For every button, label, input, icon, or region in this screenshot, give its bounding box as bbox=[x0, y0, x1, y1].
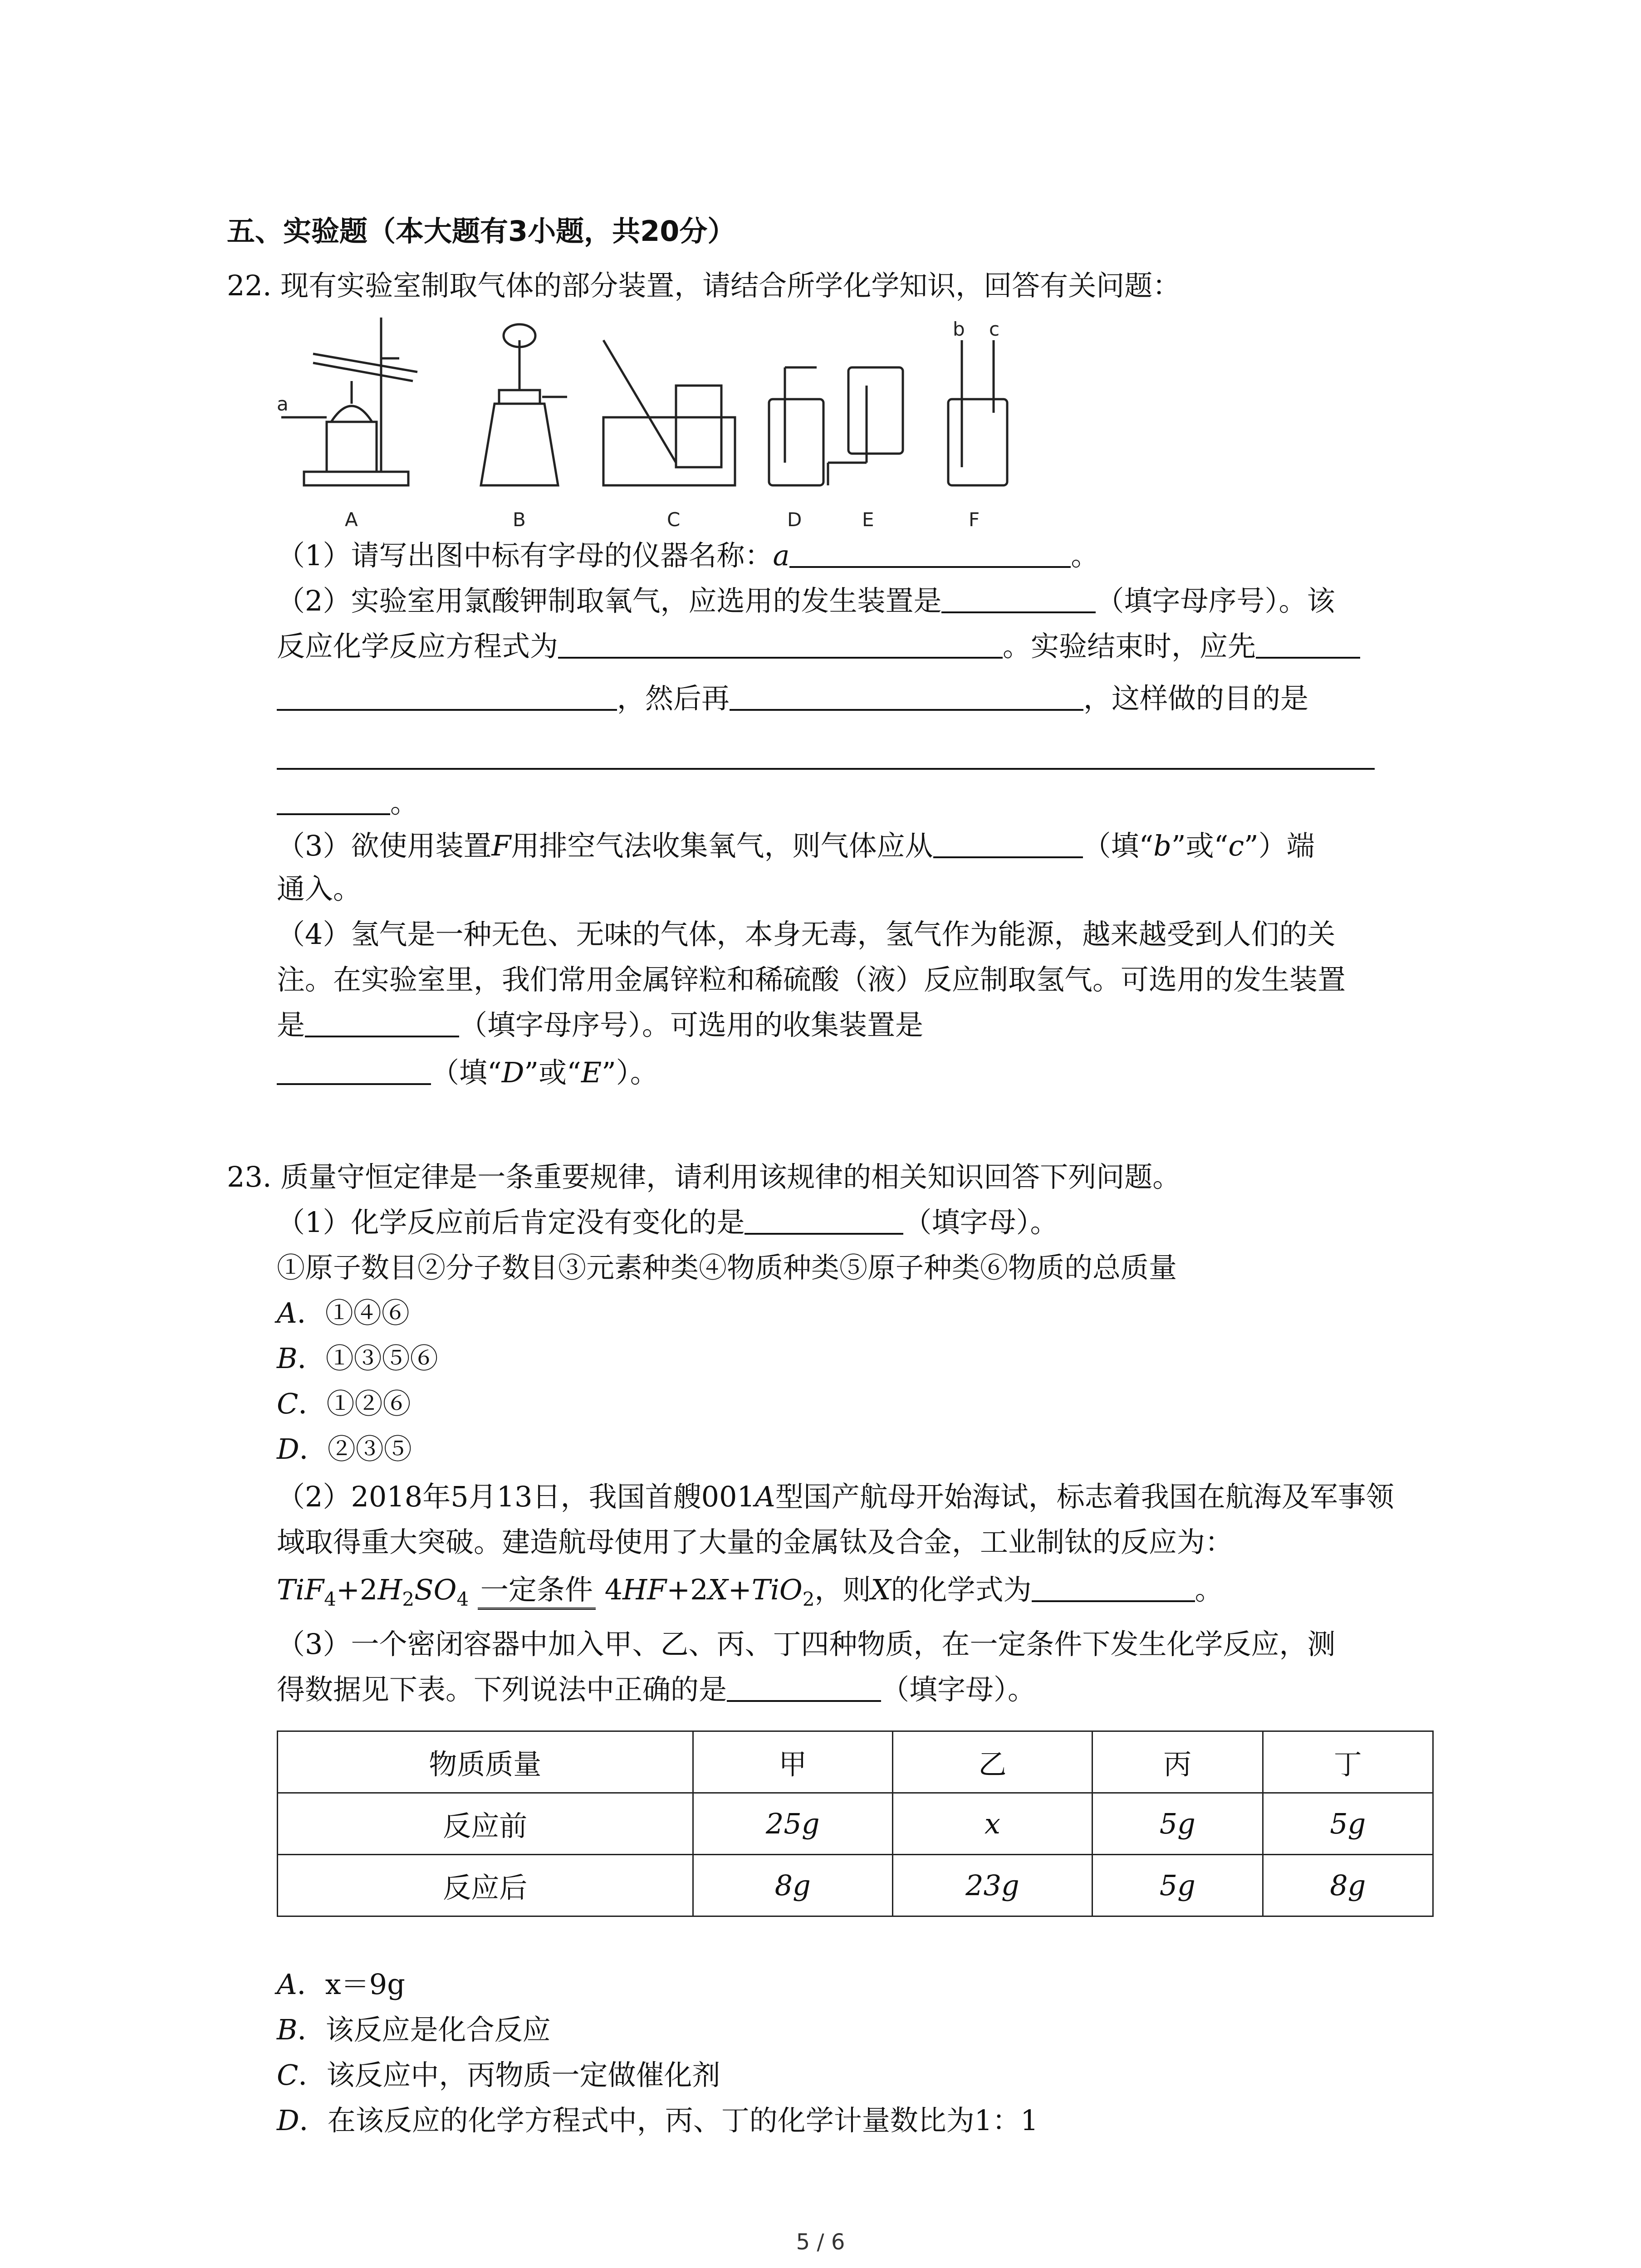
q23-items: ①原子数目②分子数目③元素种类④物质种类⑤原子种类⑥物质的总质量 bbox=[277, 1251, 1177, 1284]
table-cell: 5g bbox=[1092, 1793, 1263, 1855]
q22-part2-line5: 。 bbox=[277, 785, 418, 821]
q22-part2-line3: ，然后再 ，这样做的目的是 bbox=[277, 680, 1308, 717]
q22-part2-line1: （2）实验室用氯酸钾制取氧气，应选用的发生装置是 （填字母序号）。该 bbox=[277, 584, 1335, 617]
page-number: 5 / 6 bbox=[796, 2229, 845, 2255]
q22-part3-line2: 通入。 bbox=[277, 872, 362, 905]
test-tube bbox=[313, 354, 417, 372]
q23-equation: $TiF_4+2H_2SO_4$ 一定条件 4HF+2X+TiO$_2$，则X的化学式为 。 bbox=[277, 1572, 1223, 1608]
alcohol-lamp bbox=[331, 406, 372, 422]
q22-part2-line4 bbox=[277, 739, 1375, 776]
answer-blank-4b[interactable] bbox=[277, 1055, 431, 1085]
fig-label-F: F bbox=[969, 508, 980, 531]
answer-blank-3[interactable] bbox=[933, 828, 1083, 858]
table-row bbox=[278, 1855, 1433, 1916]
label-c: c bbox=[989, 318, 1000, 340]
table-header-cell: 丙 bbox=[1092, 1731, 1263, 1793]
apparatus-diagram bbox=[277, 313, 1048, 535]
table-cell: 反应前 bbox=[278, 1793, 693, 1855]
table-cell: 8g bbox=[693, 1855, 892, 1916]
wood-block bbox=[327, 422, 377, 472]
gas-bottle-e bbox=[848, 367, 903, 454]
fig-label-E: E bbox=[862, 508, 874, 531]
q22-apparatus-figure bbox=[277, 313, 1048, 535]
answer-blank-2g[interactable] bbox=[277, 785, 390, 815]
q22-part1: （1）请写出图中标有字母的仪器名称：a 。 bbox=[277, 539, 1099, 572]
q23-option-c[interactable]: C．①②⑥ bbox=[277, 1387, 411, 1420]
answer-blank-2d[interactable] bbox=[277, 681, 617, 711]
fig-label-B: B bbox=[513, 508, 526, 531]
q23-3-option-c[interactable]: C．该反应中，丙物质一定做催化剂 bbox=[277, 2058, 720, 2092]
q22-part3-line1: （3）欲使用装置F用排空气法收集氧气，则气体应从 （填“b”或“c”）端 bbox=[277, 829, 1315, 862]
table-cell: x bbox=[892, 1793, 1092, 1855]
q23-3-option-d[interactable]: D．在该反应的化学方程式中，丙、丁的化学计量数比为1：1 bbox=[277, 2104, 1038, 2137]
mass-data-table bbox=[277, 1730, 1434, 1917]
table-header-cell: 乙 bbox=[892, 1731, 1092, 1793]
gas-bottle-f bbox=[948, 399, 1007, 485]
answer-blank-1[interactable] bbox=[789, 538, 1071, 568]
q23-option-a[interactable]: A．①④⑥ bbox=[277, 1296, 410, 1330]
q22-stem: 22. 现有实验室制取气体的部分装置，请结合所学化学知识，回答有关问题： bbox=[227, 269, 1181, 302]
q23-part2-line1: （2）2018年5月13日，我国首艘001A型国产航母开始海试，标志着我国在航海及军事领 bbox=[277, 1480, 1394, 1513]
answer-blank-2b[interactable] bbox=[558, 629, 1003, 659]
table-cell: 反应后 bbox=[278, 1855, 693, 1916]
q23-part3-line2: 得数据见下表。下列说法中正确的是 （填字母）。 bbox=[277, 1673, 1036, 1706]
table-header-cell: 甲 bbox=[693, 1731, 892, 1793]
table-cell: 5g bbox=[1092, 1855, 1263, 1916]
q23-part2-line2: 域取得重大突破。建造航母使用了大量的金属钛及合金，工业制钛的反应为： bbox=[277, 1525, 1234, 1559]
answer-blank-23-3[interactable] bbox=[727, 1672, 881, 1702]
table-cell: 23g bbox=[892, 1855, 1092, 1916]
gas-bottle-d bbox=[769, 399, 823, 485]
answer-blank-23-2[interactable] bbox=[1032, 1572, 1195, 1602]
table-header-cell: 丁 bbox=[1263, 1731, 1433, 1793]
table-header-cell: 物质质量 bbox=[278, 1731, 693, 1793]
table-cell: 25g bbox=[693, 1793, 892, 1855]
label-a: a bbox=[277, 393, 289, 415]
answer-blank-2f[interactable] bbox=[277, 740, 1375, 770]
label-b: b bbox=[953, 318, 965, 340]
stand-base bbox=[304, 472, 408, 485]
answer-blank-4a[interactable] bbox=[305, 1007, 459, 1037]
q23-stem: 23. 质量守恒定律是一条重要规律，请利用该规律的相关知识回答下列问题。 bbox=[227, 1160, 1181, 1193]
answer-blank-2c[interactable] bbox=[1256, 629, 1360, 659]
q23-3-option-b[interactable]: B．该反应是化合反应 bbox=[277, 2013, 551, 2046]
section-title: 五、实验题（本大题有3小题，共20分） bbox=[227, 215, 736, 248]
q23-part1: （1）化学反应前后肯定没有变化的是 （填字母）。 bbox=[277, 1206, 1058, 1239]
delivery-tube bbox=[603, 340, 676, 463]
fig-label-D: D bbox=[787, 508, 802, 531]
table-row bbox=[278, 1793, 1433, 1855]
reaction-condition: 一定条件 bbox=[478, 1572, 596, 1608]
fig-label-C: C bbox=[667, 508, 681, 531]
q22-part4-line1: （4）氢气是一种无色、无味的气体，本身无毒，氢气作为能源，越来越受到人们的关 bbox=[277, 918, 1336, 951]
answer-blank-2e[interactable] bbox=[730, 681, 1083, 711]
q22-part4-line2: 注。在实验室里，我们常用金属锌粒和稀硫酸（液）反应制取氢气。可选用的发生装置 bbox=[277, 963, 1346, 996]
answer-blank-23-1[interactable] bbox=[745, 1205, 903, 1235]
q23-option-b[interactable]: B．①③⑤⑥ bbox=[277, 1342, 438, 1375]
fig-label-A: A bbox=[345, 508, 358, 531]
q23-part3-line1: （3）一个密闭容器中加入甲、乙、丙、丁四种物质，在一定条件下发生化学反应，测 bbox=[277, 1628, 1336, 1661]
q22-part2-line2: 反应化学反应方程式为 。实验结束时，应先 bbox=[277, 628, 1360, 665]
table-header-row bbox=[278, 1731, 1433, 1793]
q23-3-option-a[interactable]: A．x＝9g bbox=[277, 1968, 405, 2001]
q22-part4-line3: 是 （填字母序号）。可选用的收集装置是 bbox=[277, 1008, 924, 1041]
table-cell: 5g bbox=[1263, 1793, 1433, 1855]
conical-flask bbox=[481, 404, 558, 485]
q23-option-d[interactable]: D．②③⑤ bbox=[277, 1432, 412, 1466]
table-cell: 8g bbox=[1263, 1855, 1433, 1916]
q22-part4-line4: （填“D”或“E”）。 bbox=[277, 1055, 658, 1091]
answer-blank-2a[interactable] bbox=[941, 583, 1096, 613]
